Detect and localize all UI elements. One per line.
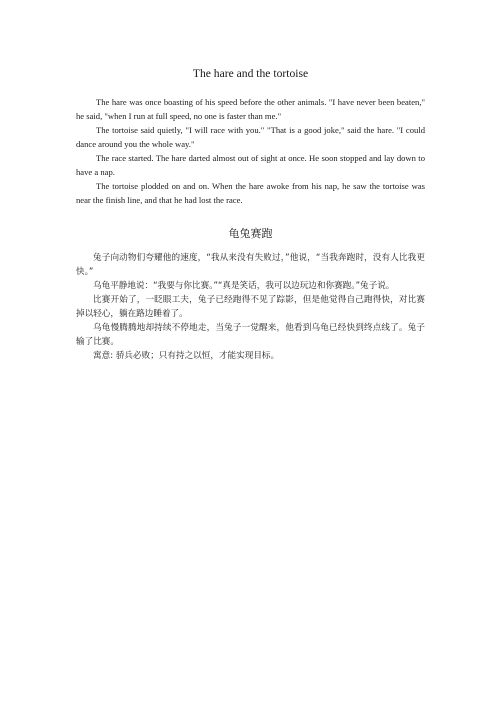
english-paragraph-3: The race started. The hare darted almost out of sight at once. He soon stopped and lay down to have a nap.	[76, 153, 425, 177]
english-paragraph-2: The tortoise said quietly, "I will race with you." "That is a good joke," said the hare. "I could dance around you the whole way."	[76, 125, 425, 149]
english-paragraph-1: The hare was once boasting of his speed before the other animals. "I have never been beaten," he said, "when I run at full speed, no one is faster than me."	[76, 97, 425, 121]
chinese-paragraph-1: 兔子向动物们夸耀他的速度，“我从来没有失败过，”他说，“当我奔跑时，没有人比我更快。”	[76, 253, 425, 277]
chinese-paragraph-2: 乌龟平静地说：“我要与你比赛。”“真是笑话，我可以边玩边和你赛跑。”兔子说。	[93, 281, 395, 291]
chinese-moral: 寓意: 骄兵必败；只有持之以恒，才能实现目标。	[93, 351, 280, 361]
chinese-paragraph-3: 比赛开始了，一眨眼工夫，兔子已经跑得不见了踪影，但是他觉得自己跑得快，对比赛掉以轻心，躺在路边睡着了。	[76, 295, 425, 319]
chinese-paragraph-4: 乌龟慢腾腾地却持续不停地走，当兔子一觉醒来，他看到乌龟已经快到终点线了。兔子输了比赛。	[76, 323, 425, 347]
english-paragraph-4: The tortoise plodded on and on. When the hare awoke from his nap, he saw the tortoise was near the finish line, and that he had lost the race.	[76, 181, 425, 205]
english-title: The hare and the tortoise	[192, 67, 309, 80]
document-page	[76, 66, 425, 363]
chinese-title: 龟兔赛跑	[228, 227, 273, 240]
